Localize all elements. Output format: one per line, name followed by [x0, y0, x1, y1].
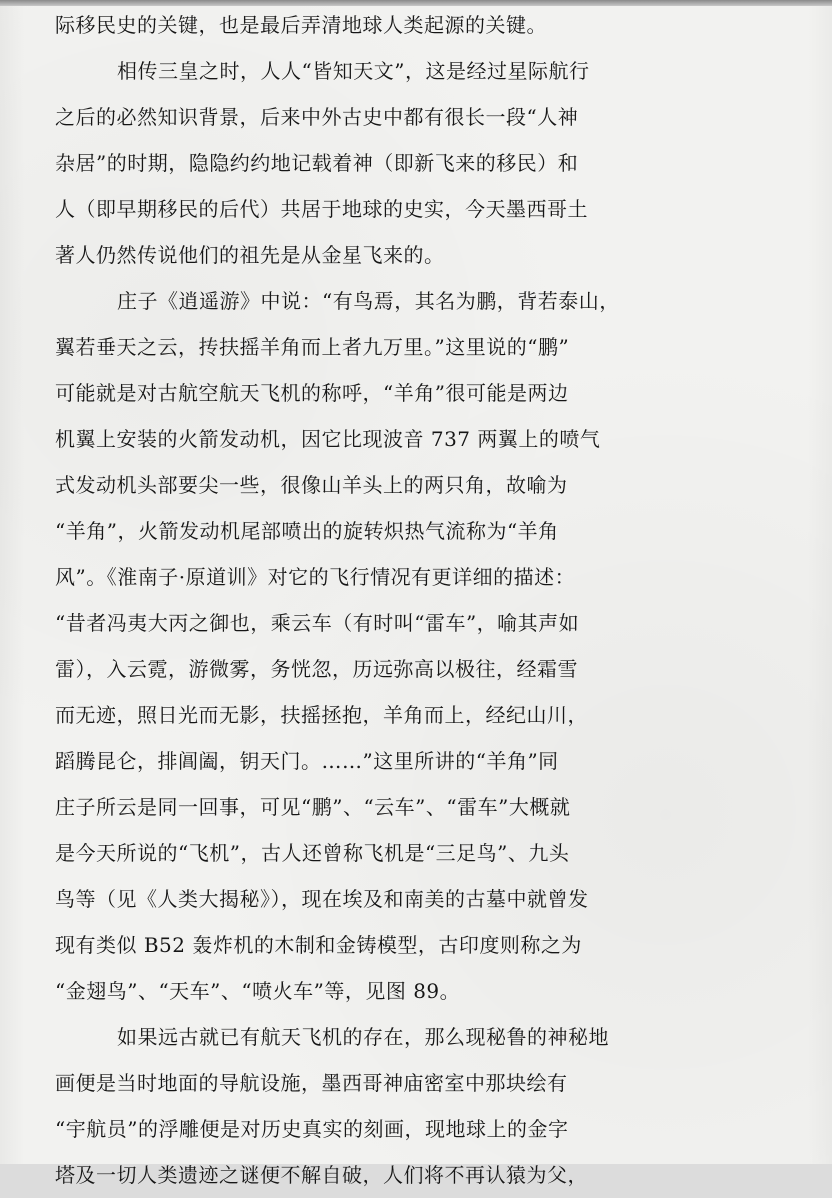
text-line: 式发动机头部要尖一些，很像山羊头上的两只角，故喻为 — [55, 473, 568, 497]
text-line: 机翼上安装的火箭发动机，因它比现波音 737 两翼上的喷气 — [55, 427, 601, 451]
text-line: 庄子所云是同一回事，可见“鹏”、“云车”、“雷车”大概就 — [55, 795, 571, 819]
text-line: 翼若垂天之云，抟扶摇羊角而上者九万里。”这里说的“鹏” — [55, 335, 570, 359]
text-line: 杂居”的时期，隐隐约约地记载着神（即新飞来的移民）和 — [55, 151, 579, 175]
text-line: “羊角”，火箭发动机尾部喷出的旋转炽热气流称为“羊角 — [55, 519, 559, 543]
text-line: 雷），入云霓，游微雾，务恍忽，历远弥高以极往，经霜雪 — [55, 657, 578, 681]
text-line: 鸟等（见《人类大揭秘》），现在埃及和南美的古墓中就曾发 — [55, 887, 589, 911]
text-line: 可能就是对古航空航天飞机的称呼，“羊角”很可能是两边 — [55, 381, 569, 405]
text-line: 塔及一切人类遗迹之谜便不解自破，人们将不再认猿为父， — [55, 1163, 588, 1187]
body-text — [55, 2, 830, 1198]
text-line: 风”。《淮南子·原道训》对它的飞行情况有更详细的描述： — [55, 565, 576, 589]
text-line: 而无迹，照日光而无影，扶摇拯抱，羊角而上，经纪山川， — [55, 703, 588, 727]
text-line: 是今天所说的“飞机”，古人还曾称飞机是“三足鸟”、九头 — [55, 841, 570, 865]
text-line: “昔者冯夷大丙之御也，乘云车（有时叫“雷车”，喻其声如 — [55, 611, 580, 635]
paragraph-start-line: 庄子《逍遥游》中说：“有鸟焉，其名为鹏，背若泰山， — [117, 289, 620, 313]
text-line: 人（即早期移民的后代）共居于地球的史实，今天墨西哥土 — [55, 197, 588, 221]
text-line: 际移民史的关键，也是最后弄清地球人类起源的关键。 — [55, 13, 547, 37]
text-line: 著人仍然传说他们的祖先是从金星飞来的。 — [55, 243, 445, 267]
text-line: 现有类似 B52 轰炸机的木制和金铸模型，古印度则称之为 — [55, 933, 582, 957]
paragraph-start-line: 相传三皇之时，人人“皆知天文”，这是经过星际航行 — [117, 59, 590, 83]
paragraph-start-line: 如果远古就已有航天飞机的存在，那么现秘鲁的神秘地 — [117, 1025, 609, 1049]
text-line: 之后的必然知识背景，后来中外古史中都有很长一段“人神 — [55, 105, 579, 129]
text-line: “宇航员”的浮雕便是对历史真实的刻画，现地球上的金字 — [55, 1117, 569, 1141]
text-line: 画便是当时地面的导航设施，墨西哥神庙密室中那块绘有 — [55, 1071, 568, 1095]
text-line: “金翅鸟”、“天车”、“喷火车”等，见图 89。 — [55, 979, 461, 1003]
text-line: 蹈腾昆仑，排阊阖，钥天门。……”这里所讲的“羊角”同 — [55, 749, 559, 773]
